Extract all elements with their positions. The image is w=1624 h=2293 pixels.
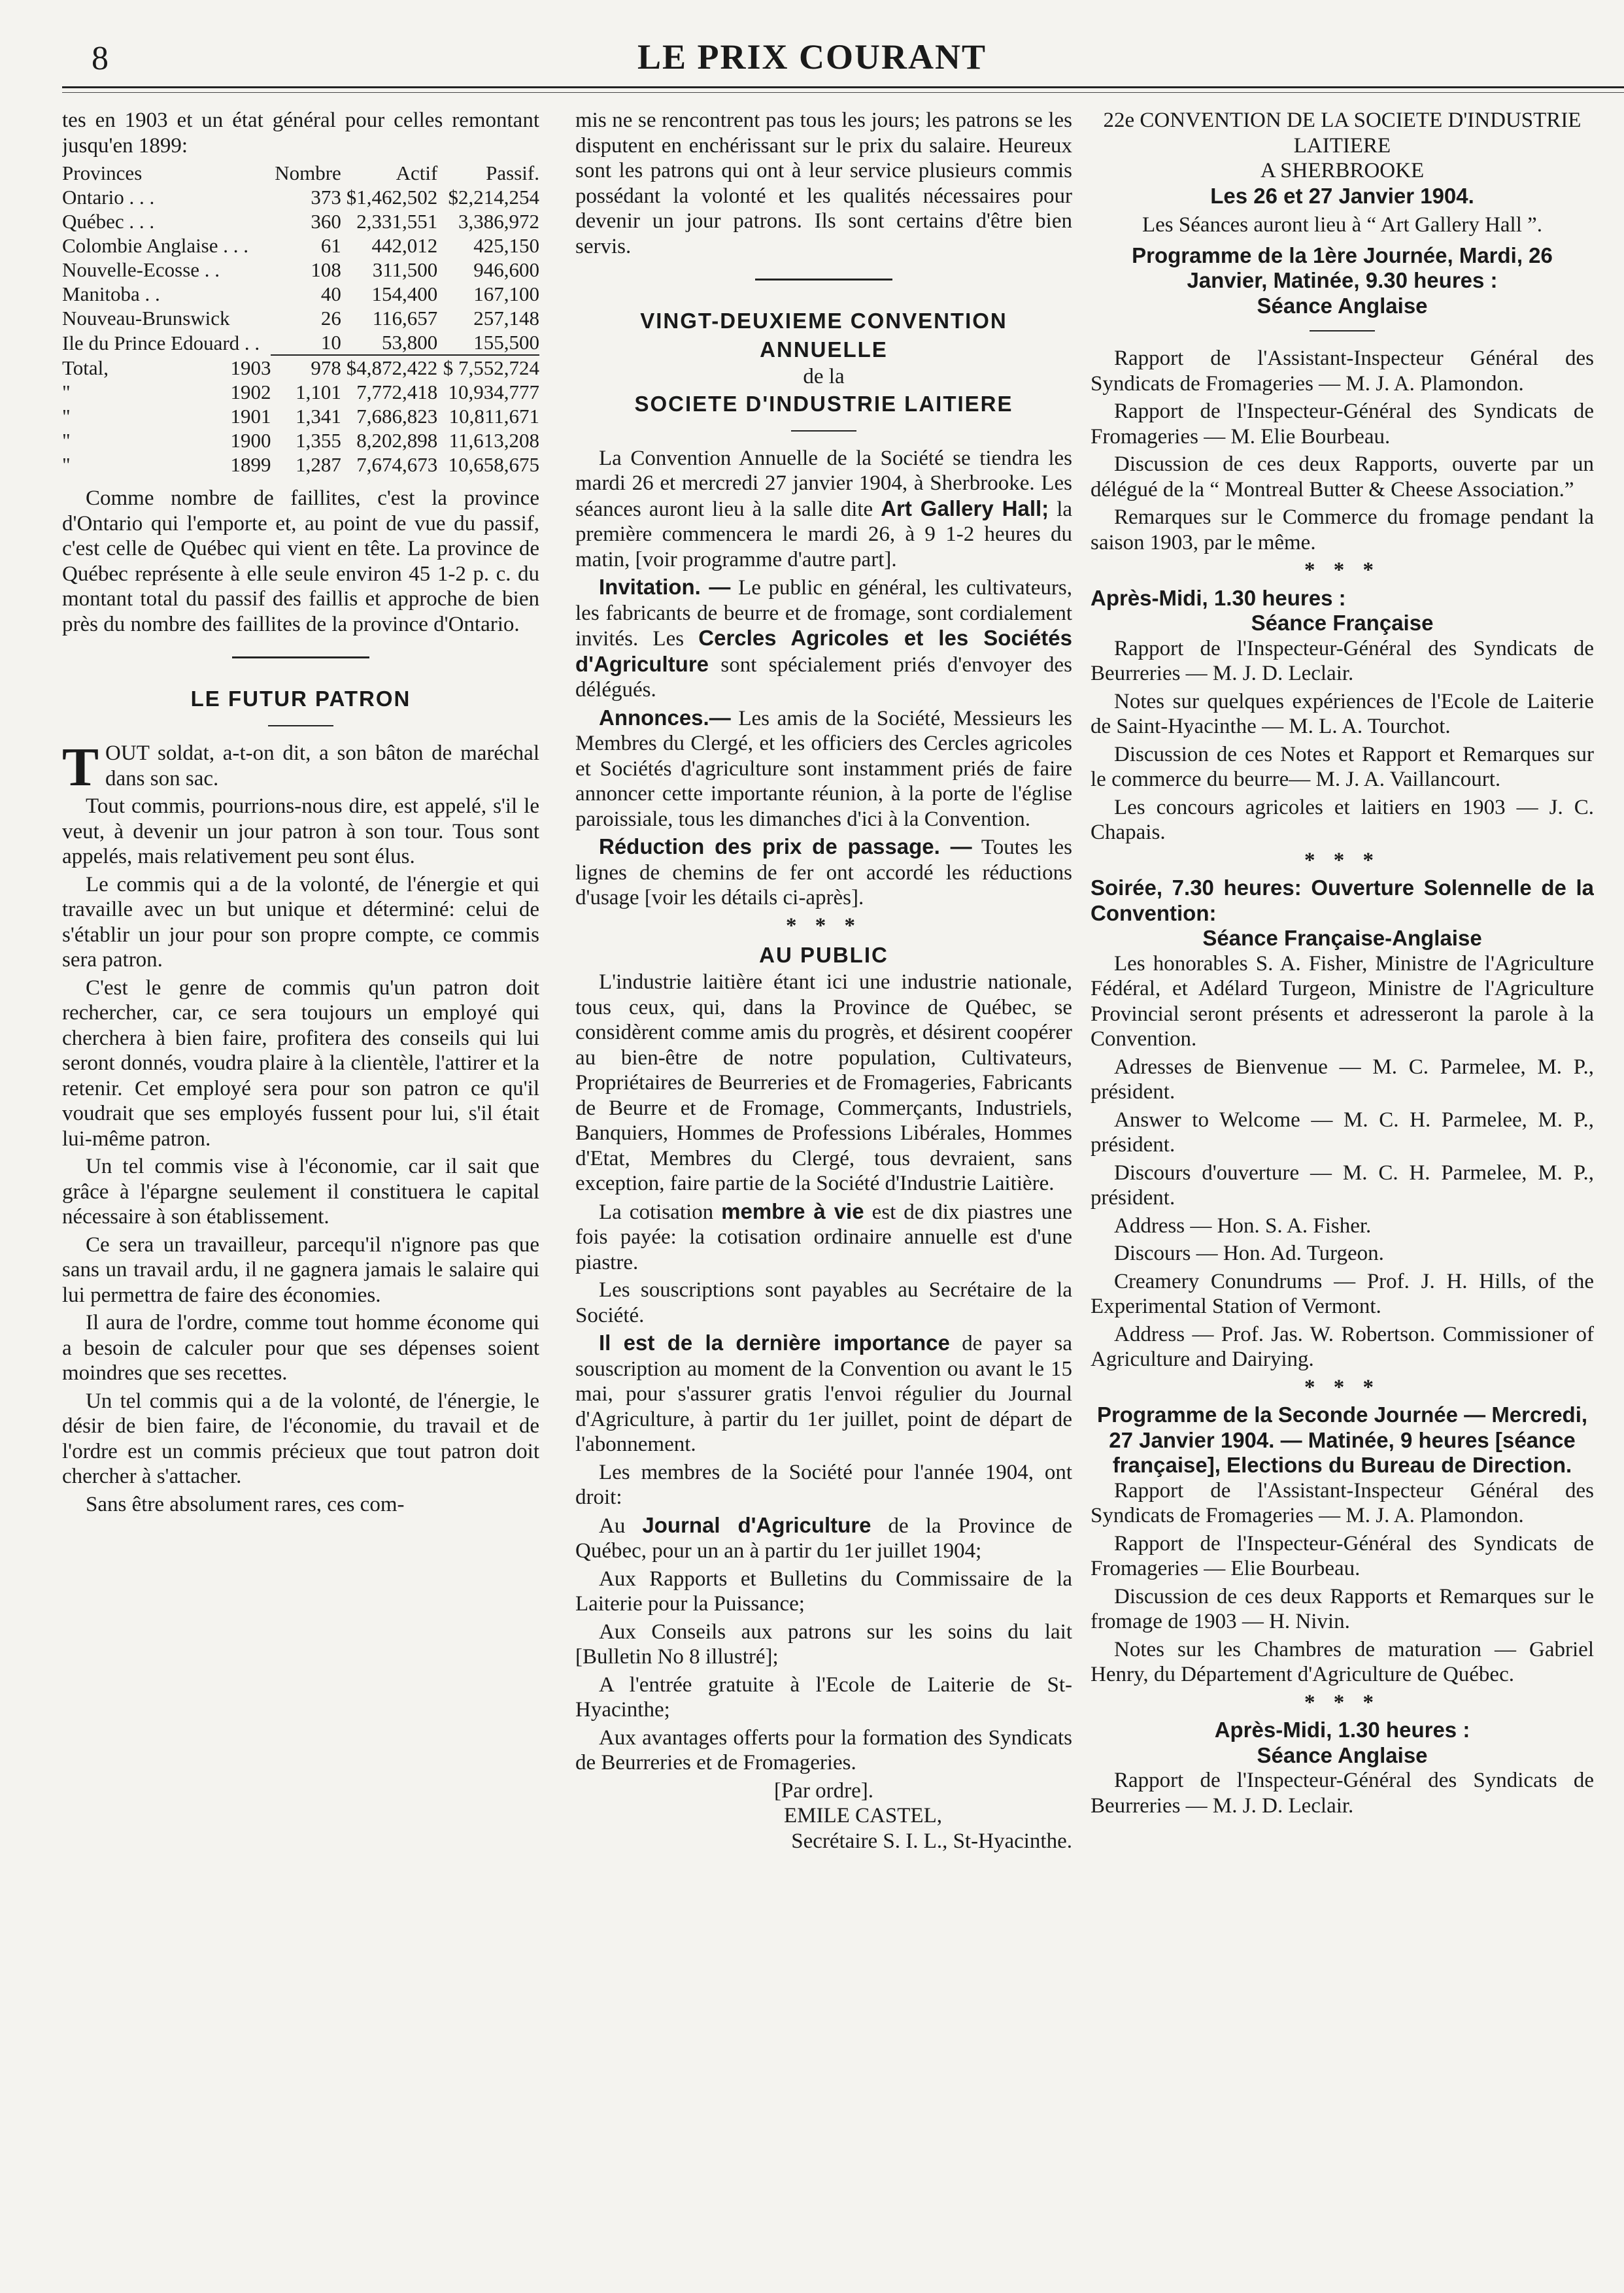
reduction-label: Réduction des prix de passage. — bbox=[599, 834, 972, 858]
program-item: Discours — Hon. Ad. Turgeon. bbox=[1114, 1242, 1384, 1265]
importance-paragraph: Il est de la dernière importance de payer sa souscription au moment de la Convention ou avant le 15 mai, pour s'assurer gratis l'envoi régulier du Journal d'Agriculture, à partir du 1er juillet, point de départ de l'abonnement. bbox=[575, 1331, 1072, 1456]
droit-item: Aux Conseils aux patrons sur les soins du lait [Bulletin No 8 illustré]; bbox=[575, 1620, 1072, 1669]
membres-paragraph: Les membres de la Société pour l'année 1904, ont droit: bbox=[575, 1460, 1072, 1509]
program-day-2: Programme de la Seconde Journée — Mercredi, 27 Janvier 1904. — Matinée, 9 heures [séance française], Elections du Bureau de Direction. bbox=[1096, 1402, 1588, 1477]
cell-actif: $1,462,502 bbox=[346, 186, 438, 209]
program-item: Rapport de l'Assistant-Inspecteur Général des Syndicats de Fromageries — M. J. A. Plamondon. bbox=[1091, 347, 1594, 396]
signature-title: Secrétaire S. I. L., St-Hyacinthe. bbox=[791, 1829, 1072, 1853]
program-item: Adresses de Bienvenue — M. C. Parmelee, M. P., président. bbox=[1091, 1055, 1594, 1104]
table-total-row bbox=[62, 428, 539, 452]
cell-passif: 155,500 bbox=[473, 331, 539, 354]
session-heading: Séance Anglaise bbox=[1257, 293, 1428, 318]
cell-actif: $4,872,422 bbox=[341, 355, 437, 380]
souscriptions-paragraph: Les souscriptions sont payables au Secrétaire de la Société. bbox=[575, 1278, 1072, 1327]
patron-paragraph-8: Un tel commis qui a de la volonté, de l'énergie, le désir de bien faire, de l'économie, du travail et de l'ordre est un commis précieux que tout patron doit chercher à s'attacher. bbox=[62, 1389, 539, 1488]
cell-nombre: 10 bbox=[320, 331, 341, 354]
stars-divider: * * * bbox=[1304, 558, 1380, 582]
cell-actif: 2,331,551 bbox=[356, 210, 438, 233]
table-row bbox=[62, 306, 539, 330]
cell-nombre: 373 bbox=[311, 186, 341, 209]
au-public-title: AU PUBLIC bbox=[759, 943, 888, 967]
table-row bbox=[62, 233, 539, 258]
col-header-actif: Actif bbox=[396, 161, 438, 184]
patron-paragraph-2: Tout commis, pourrions-nous dire, est appelé, s'il le veut, à devenir un jour patron à son tour. Tous sont appelés, mais relativement peu sont élus. bbox=[62, 794, 539, 868]
patron-paragraph-6: Ce sera un travailleur, parcequ'il n'ignore pas que sans un travail ardu, il ne gagnera jamais le salaire qui lui permettra de faire des économies. bbox=[62, 1232, 539, 1307]
convention-paragraph: La Convention Annuelle de la Société se tiendra les mardi 26 et mercredi 27 janvier 1904, à Sherbrooke. Les séances auront lieu à la salle dite Art Gallery Hall; la première commencera le mardi 26, à 9 1-2 heures du matin, [voir programme d'autre part]. bbox=[575, 446, 1072, 571]
program-item: Discussion de ces Notes et Rapport et Remarques sur le commerce du beurre— M. J. A. Vaillancourt. bbox=[1091, 742, 1594, 791]
cell-actif: 442,012 bbox=[371, 234, 438, 257]
stats-intro: tes en 1903 et un état général pour celles remontant jusqu'en 1899: bbox=[62, 109, 539, 158]
program-item: Rapport de l'Inspecteur-Général des Syndicats de Fromageries — Elie Bourbeau. bbox=[1091, 1531, 1594, 1580]
col-header-passif: Passif. bbox=[486, 161, 539, 184]
cell-nombre: 26 bbox=[320, 307, 341, 330]
program-item: Les honorables S. A. Fisher, Ministre de l'Agriculture Fédéral, et Adélard Turgeon, Ministre de l'Agriculture Provincial seront présents et adresseront la parole à la Convention. bbox=[1091, 951, 1594, 1051]
program-item: Les concours agricoles et laitiers en 1903 — J. C. Chapais. bbox=[1091, 795, 1594, 844]
cell-year: 1901 bbox=[230, 405, 271, 428]
column-1 bbox=[62, 108, 539, 2279]
droit-item: Au Journal d'Agriculture de la Province de Québec, pour un an à partir du 1er juillet 1904; bbox=[575, 1512, 1072, 1563]
cell-actif: 53,800 bbox=[382, 331, 438, 354]
program-item: Notes sur quelques expériences de l'Ecole de Laiterie de Saint-Hyacinthe — M. L. A. Tourchot. bbox=[1091, 689, 1594, 738]
cell-nombre: 360 bbox=[311, 210, 341, 233]
cell-nombre: 1,355 bbox=[296, 429, 341, 452]
program-item: Creamery Conundrums — Prof. J. H. Hills, of the Experimental Station of Vermont. bbox=[1091, 1269, 1594, 1318]
program-item: Discussion de ces deux Rapports et Remarques sur le fromage de 1903 — H. Nivin. bbox=[1091, 1584, 1594, 1633]
cell-nombre: 108 bbox=[311, 258, 341, 281]
cell-nombre: 1,341 bbox=[296, 405, 341, 428]
cell-passif: 167,100 bbox=[473, 282, 539, 305]
cell-passif: 10,658,675 bbox=[448, 453, 539, 476]
session-heading: Séance Anglaise bbox=[1257, 1742, 1428, 1767]
patron-paragraph-4: C'est le genre de commis qu'un patron doit rechercher, car, ce sera toujours un employé qui cherchera à bien faire, profitera des conseils qui lui seront donnés, voudra plaire à la clientèle, l'attirer et la retenir. Cet employé sera pour son patron ce qu'il voudrait que ses employés fussent pour lui, s'il était lui-même patron. bbox=[62, 976, 539, 1151]
cell-province: Colombie Anglaise . . . bbox=[62, 234, 249, 257]
cell-label: " bbox=[62, 405, 71, 428]
cell-province: Québec . . . bbox=[62, 210, 155, 233]
cell-passif: 946,600 bbox=[473, 258, 539, 281]
program-item: Answer to Welcome — M. C. H. Parmelee, M. P., président. bbox=[1091, 1108, 1594, 1157]
cell-province: Nouveau-Brunswick bbox=[62, 307, 230, 330]
patron-paragraph-9: Sans être absolument rares, ces com- bbox=[86, 1492, 405, 1516]
par-ordre: [Par ordre]. bbox=[773, 1778, 874, 1803]
cell-actif: 154,400 bbox=[371, 282, 438, 305]
table-total-row bbox=[62, 452, 539, 477]
patron-paragraph-7: Il aura de l'ordre, comme tout homme économe qui a besoin de calculer pour que ses dépenses soient moindres que ses recettes. bbox=[62, 1311, 539, 1385]
masthead-rule bbox=[62, 86, 1624, 88]
cell-passif: 11,613,208 bbox=[448, 429, 539, 452]
program-item: Discussion de ces deux Rapports, ouverte par un délégué de la “ Montreal Butter & Cheese Association.” bbox=[1091, 452, 1594, 501]
stars-divider: * * * bbox=[786, 913, 862, 938]
section-divider bbox=[232, 656, 369, 658]
session-heading: Séance Française-Anglaise bbox=[1202, 926, 1482, 950]
cell-actif: 7,674,673 bbox=[356, 453, 438, 476]
droit-item: Aux avantages offerts pour la formation des Syndicats de Beurreries et de Fromageries. bbox=[575, 1725, 1072, 1775]
cell-year: 1900 bbox=[230, 429, 271, 452]
cell-passif: 3,386,972 bbox=[458, 210, 539, 233]
public-paragraph: L'industrie laitière étant ici une industrie nationale, tous ceux, qui, dans la Province de Québec, se considèrent comme amis du progrès, et désirent coopérer au bien-être de notre population, Cultivateurs, Propriétaires de Beurreries et de Fromageries, Fabricants de Beurre et de Fromage, Commerçants, Industriels, Banquiers, Hommes de Professions Libérales, Hommes d'Etat, Membres du Clergé, tous devraient, sans exception, faire partie de la Société d'Industrie Laitière. bbox=[575, 970, 1072, 1195]
invitation-paragraph: Invitation. — Le public en général, les cultivateurs, les fabricants de beurre et de fromage, sont cordialement invités. Les Cercles Agricoles et les Sociétés d'Agriculture sont spécialement priés d'envoyer des délégués. bbox=[575, 575, 1072, 702]
table-row bbox=[62, 330, 539, 355]
table-row bbox=[62, 282, 539, 306]
col-header-provinces: Provinces bbox=[62, 161, 143, 184]
failures-table bbox=[62, 161, 539, 477]
masthead: LE PRIX COURANT bbox=[637, 37, 987, 76]
column-2 bbox=[575, 108, 1072, 2279]
cotisation-paragraph: La cotisation membre à vie est de dix piastres une fois payée: la cotisation ordinaire annuelle est d'une piastre. bbox=[575, 1198, 1072, 1274]
table-total-row bbox=[62, 380, 539, 404]
program-location: A SHERBROOKE bbox=[1260, 159, 1425, 182]
masthead-rule-thin bbox=[62, 92, 1624, 93]
program-item: Rapport de l'Assistant-Inspecteur Général des Syndicats de Fromageries — M. J. A. Plamondon. bbox=[1091, 1478, 1594, 1527]
evening-heading: Soirée, 7.30 heures: Ouverture Solennelle de la Convention: bbox=[1091, 875, 1594, 925]
table-row bbox=[62, 209, 539, 233]
title-underline bbox=[1310, 330, 1375, 331]
art-gallery-hall: Art Gallery Hall; bbox=[881, 496, 1049, 520]
page-number: 8 bbox=[92, 40, 109, 77]
convention-title-societe: SOCIETE D'INDUSTRIE LAITIERE bbox=[634, 391, 1013, 416]
cell-passif: $2,214,254 bbox=[448, 186, 539, 209]
convention-title: VINGT-DEUXIEME CONVENTION ANNUELLE bbox=[640, 309, 1007, 362]
patron-paragraph-1: OUT soldat, a-t-on dit, a son bâton de maréchal dans son sac. bbox=[105, 741, 539, 790]
cell-passif: 10,934,777 bbox=[448, 381, 539, 403]
signature-name: EMILE CASTEL, bbox=[784, 1804, 942, 1827]
cell-year: 1899 bbox=[230, 453, 271, 476]
program-venue: Les Séances auront lieu à “ Art Gallery Hall ”. bbox=[1142, 213, 1543, 237]
drop-cap: T bbox=[62, 737, 99, 798]
cell-passif: 10,811,671 bbox=[448, 405, 539, 428]
cell-province: Manitoba . . bbox=[62, 282, 160, 305]
annonces-label: Annonces.— bbox=[599, 705, 731, 730]
afternoon-heading: Après-Midi, 1.30 heures : bbox=[1214, 1718, 1470, 1742]
cell-nombre: 1,101 bbox=[296, 381, 341, 403]
stars-divider: * * * bbox=[1304, 1690, 1380, 1714]
program-item: Address — Hon. S. A. Fisher. bbox=[1114, 1214, 1372, 1238]
cell-province: Nouvelle-Ecosse . . bbox=[62, 258, 220, 281]
program-item: Rapport de l'Inspecteur-Général des Syndicats de Beurreries — M. J. D. Leclair. bbox=[1091, 1769, 1594, 1818]
cell-year: 1903 bbox=[230, 356, 271, 379]
cell-nombre: 978 bbox=[271, 355, 341, 380]
cell-nombre: 61 bbox=[320, 234, 341, 257]
program-item: Address — Prof. Jas. W. Robertson. Commissioner of Agriculture and Dairying. bbox=[1091, 1322, 1594, 1371]
col-header-nombre: Nombre bbox=[275, 161, 341, 184]
cell-label: Total, bbox=[62, 356, 109, 379]
patron-continuation: mis ne se rencontrent pas tous les jours; les patrons se les disputent en enchérissant sur le prix du salaire. Heureux sont les patrons qui ont à leur service plusieurs commis possédant la volonté et les qualités nécessaires pour devenir un jour patrons. Ils sont certains d'être bien servis. bbox=[575, 109, 1072, 258]
cell-province: Ile du Prince Edouard . . bbox=[62, 331, 260, 354]
cell-nombre: 40 bbox=[320, 282, 341, 305]
section-divider bbox=[755, 279, 892, 280]
article-title-futur-patron: LE FUTUR PATRON bbox=[190, 687, 411, 711]
cell-actif: 7,772,418 bbox=[356, 381, 438, 403]
annonces-paragraph: Annonces.— Les amis de la Société, Messieurs les Membres du Clergé, et les officiers des Cercles agricoles et Sociétés d'agriculture sont instamment priés de faire annoncer cette importante réunion, à la porte de l'église paroissiale, tous les dimanches d'ici à la Convention. bbox=[575, 705, 1072, 831]
cell-actif: 311,500 bbox=[372, 258, 438, 281]
program-item: Remarques sur le Commerce du fromage pendant la saison 1903, par le même. bbox=[1091, 505, 1594, 554]
title-underline bbox=[268, 725, 333, 726]
patron-paragraph-5: Un tel commis vise à l'économie, car il sait que grâce à l'épargne seulement il constituera le capital nécessaire à son établissement. bbox=[62, 1155, 539, 1229]
session-heading: Séance Française bbox=[1251, 611, 1434, 635]
afternoon-heading: Après-Midi, 1.30 heures : bbox=[1091, 585, 1346, 610]
cell-actif: 116,657 bbox=[372, 307, 438, 330]
program-item: Rapport de l'Inspecteur-Général des Syndicats de Fromageries — M. Elie Bourbeau. bbox=[1091, 399, 1594, 449]
reduction-paragraph: Réduction des prix de passage. — Toutes les lignes de chemins de fer ont accordé les réductions d'usage [voir les détails ci-après]. bbox=[575, 834, 1072, 909]
droit-item: A l'entrée gratuite à l'Ecole de Laiterie de St-Hyacinthe; bbox=[575, 1673, 1072, 1722]
cell-label: " bbox=[62, 453, 71, 476]
cell-year: 1902 bbox=[230, 381, 271, 403]
stars-divider: * * * bbox=[1304, 848, 1380, 872]
cell-label: " bbox=[62, 381, 71, 403]
cell-passif: $ 7,552,724 bbox=[437, 355, 539, 380]
stars-divider: * * * bbox=[1304, 1375, 1380, 1399]
cell-actif: 7,686,823 bbox=[356, 405, 438, 428]
paragraph-faillites: Comme nombre de faillites, c'est la province d'Ontario qui l'emporte et, au point de vue du passif, c'est celle de Québec qui vient en tête. La province de Québec représente à elle seule environ 45 1-2 p. c. du montant total du passif des faillis et approche de bien près du nombre des faillites de la province d'Ontario. bbox=[62, 486, 539, 636]
table-row bbox=[62, 258, 539, 282]
table-row bbox=[62, 185, 539, 209]
program-dates: Les 26 et 27 Janvier 1904. bbox=[1210, 183, 1474, 208]
invitation-label: Invitation. — bbox=[599, 575, 731, 599]
program-item: Notes sur les Chambres de maturation — Gabriel Henry, du Département d'Agriculture de Québec. bbox=[1091, 1637, 1594, 1686]
cell-actif: 8,202,898 bbox=[356, 429, 438, 452]
column-3 bbox=[1091, 108, 1594, 2279]
program-day-1: Programme de la 1ère Journée, Mardi, 26 Janvier, Matinée, 9.30 heures : bbox=[1132, 243, 1553, 292]
patron-paragraph-3: Le commis qui a de la volonté, de l'énergie et qui travaille avec un but unique et déterminé: celui de s'établir un jour pour son propre compte, ce commis sera patron. bbox=[62, 872, 539, 972]
convention-title-de-la: de la bbox=[803, 365, 845, 388]
cell-passif: 257,148 bbox=[473, 307, 539, 330]
cell-province: Ontario . . . bbox=[62, 186, 155, 209]
cell-label: " bbox=[62, 429, 71, 452]
cell-nombre: 1,287 bbox=[296, 453, 341, 476]
program-title: 22e CONVENTION DE LA SOCIETE D'INDUSTRIE LAITIERE bbox=[1103, 109, 1582, 158]
cell-passif: 425,150 bbox=[473, 234, 539, 257]
program-item: Rapport de l'Inspecteur-Général des Syndicats de Beurreries — M. J. D. Leclair. bbox=[1091, 636, 1594, 685]
droit-item: Aux Rapports et Bulletins du Commissaire de la Laiterie pour la Puissance; bbox=[575, 1567, 1072, 1616]
table-total-row bbox=[62, 404, 539, 428]
program-item: Discours d'ouverture — M. C. H. Parmelee, M. P., président. bbox=[1091, 1161, 1594, 1210]
table-header-row bbox=[62, 161, 539, 185]
table-total-row bbox=[62, 355, 539, 380]
title-underline bbox=[791, 430, 856, 432]
